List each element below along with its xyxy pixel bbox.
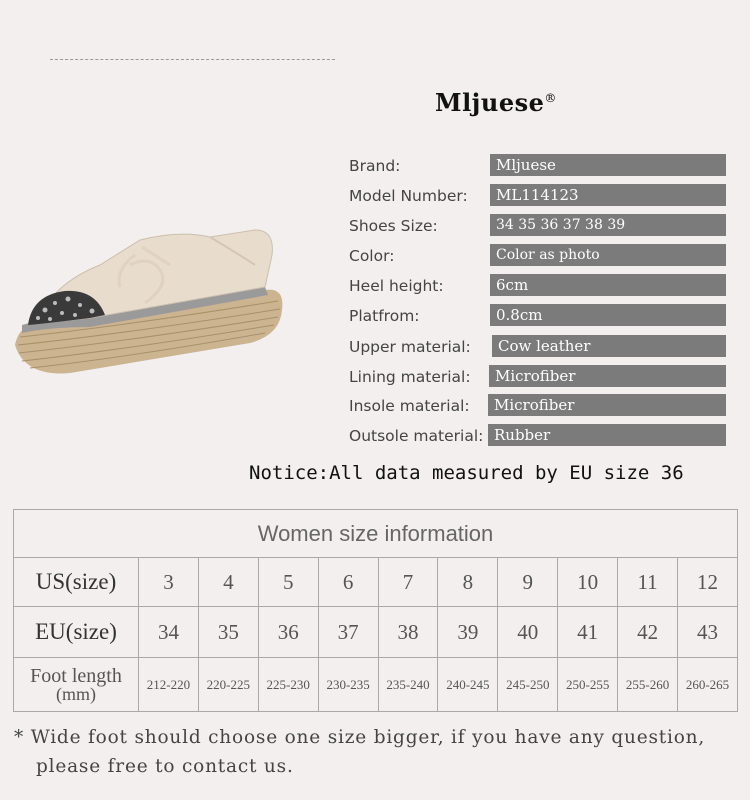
spec-label: Insole material:	[349, 397, 470, 415]
eu-size-cell: 37	[318, 607, 378, 658]
spec-label: Heel height:	[349, 277, 444, 295]
foot-length-cell: 225-230	[258, 658, 318, 712]
spec-row-model-number	[349, 184, 729, 208]
spec-value: Microfiber	[489, 365, 726, 387]
foot-length-cell: 260-265	[678, 658, 738, 712]
us-size-cell: 10	[558, 558, 618, 607]
spec-row-insole-material	[349, 394, 729, 418]
spec-label: Color:	[349, 247, 395, 265]
spec-value: Rubber	[488, 424, 726, 446]
eu-size-cell: 39	[438, 607, 498, 658]
foot-length-cell: 220-225	[198, 658, 258, 712]
spec-row-brand	[349, 154, 729, 178]
us-size-cell: 9	[498, 558, 558, 607]
foot-length-cell: 230-235	[318, 658, 378, 712]
eu-size-row	[14, 607, 738, 658]
product-shoe-image	[10, 225, 290, 385]
spec-row-color	[349, 244, 729, 268]
eu-size-cell: 41	[558, 607, 618, 658]
eu-size-cell: 38	[378, 607, 438, 658]
foot-length-cell: 212-220	[139, 658, 199, 712]
spec-label: Model Number:	[349, 187, 468, 205]
footnote-line-2: please free to contact us.	[36, 756, 294, 777]
spec-row-outsole-material	[349, 424, 729, 448]
spec-label: Upper material:	[349, 338, 471, 356]
spec-row-upper-material	[349, 335, 729, 359]
us-size-cell: 5	[258, 558, 318, 607]
foot-length-cell: 235-240	[378, 658, 438, 712]
eu-size-cell: 36	[258, 607, 318, 658]
top-dashed-divider	[50, 59, 335, 60]
foot-length-cell: 255-260	[618, 658, 678, 712]
eu-size-cell: 35	[198, 607, 258, 658]
spec-label: Brand:	[349, 157, 401, 175]
eu-size-cell: 34	[139, 607, 199, 658]
women-size-table	[13, 509, 738, 712]
spec-value: ML114123	[490, 184, 726, 206]
eu-size-label: EU(size)	[14, 607, 139, 658]
eu-size-cell: 40	[498, 607, 558, 658]
foot-length-unit: (mm)	[56, 683, 96, 704]
measurement-notice: Notice:All data measured by EU size 36	[249, 462, 684, 484]
spec-value: Cow leather	[492, 335, 726, 357]
spec-value: Microfiber	[488, 394, 726, 416]
us-size-cell: 11	[618, 558, 678, 607]
spec-label: Lining material:	[349, 368, 471, 386]
foot-length-label	[14, 658, 139, 712]
us-size-cell: 6	[318, 558, 378, 607]
us-size-cell: 4	[198, 558, 258, 607]
us-size-cell: 8	[438, 558, 498, 607]
foot-length-title: Foot length	[30, 664, 122, 687]
brand-name: Mljuese	[435, 88, 545, 117]
spec-label: Outsole material:	[349, 427, 484, 445]
foot-length-cell: 240-245	[438, 658, 498, 712]
spec-value: 34 35 36 37 38 39	[490, 214, 726, 236]
us-size-row	[14, 558, 738, 607]
brand-logo	[435, 88, 557, 117]
eu-size-cell: 43	[678, 607, 738, 658]
us-size-cell: 7	[378, 558, 438, 607]
foot-length-cell: 250-255	[558, 658, 618, 712]
us-size-cell: 3	[139, 558, 199, 607]
us-size-cell: 12	[678, 558, 738, 607]
eu-size-cell: 42	[618, 607, 678, 658]
spec-value: Mljuese	[490, 154, 726, 176]
spec-label: Platfrom:	[349, 307, 420, 325]
registered-mark: ®	[544, 91, 557, 105]
size-table-title: Women size information	[14, 510, 738, 558]
spec-row-heel-height	[349, 274, 729, 298]
spec-row-lining-material	[349, 365, 729, 389]
spec-value: 6cm	[490, 274, 726, 296]
spec-value: 0.8cm	[490, 304, 726, 326]
spec-value: Color as photo	[490, 244, 726, 266]
spec-row-shoes-size	[349, 214, 729, 238]
footnote-line-1: * Wide foot should choose one size bigger, if you have any question,	[14, 727, 706, 748]
us-size-label: US(size)	[14, 558, 139, 607]
foot-length-cell: 245-250	[498, 658, 558, 712]
size-footnote	[14, 723, 705, 781]
spec-label: Shoes Size:	[349, 217, 438, 235]
foot-length-row	[14, 658, 738, 712]
spec-row-platform	[349, 304, 729, 328]
